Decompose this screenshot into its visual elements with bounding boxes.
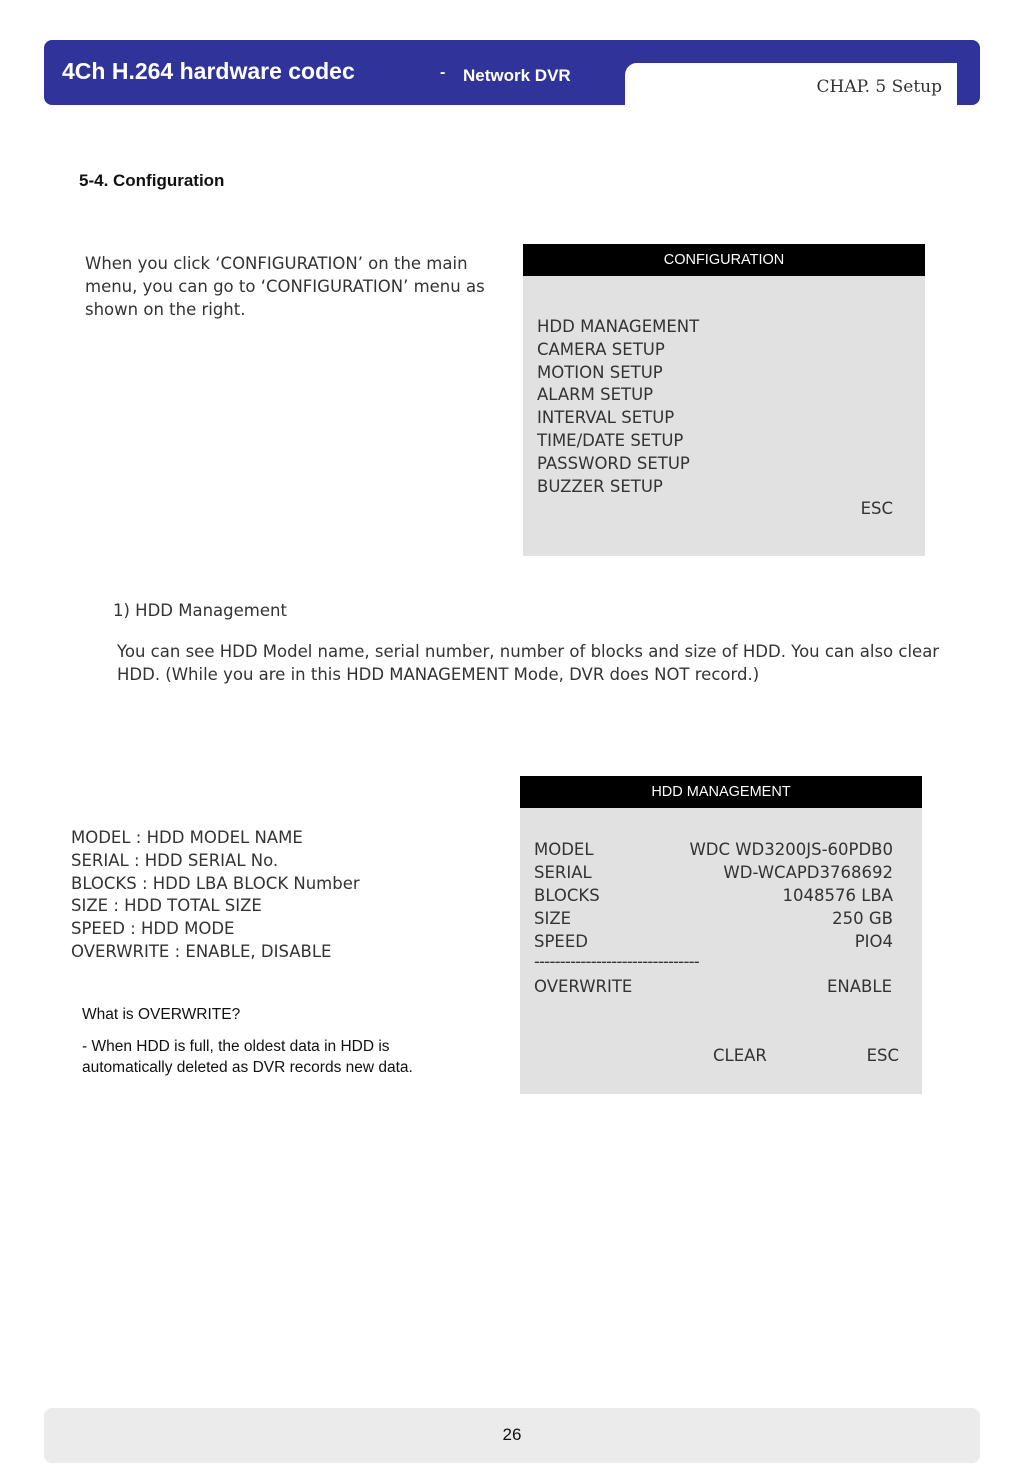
overwrite-note-question: What is OVERWRITE? — [82, 1006, 241, 1023]
esc-button[interactable]: ESC — [860, 499, 893, 518]
intro-paragraph: When you click ‘CONFIGURATION’ on the main menu, you can go to ‘CONFIGURATION’ menu as shown on the right. — [85, 254, 485, 319]
configuration-menu-list — [537, 316, 699, 498]
legend-item-speed: SPEED : HDD MODE — [71, 919, 235, 939]
menu-item-alarm-setup[interactable]: ALARM SETUP — [537, 385, 654, 405]
chapter-label: CHAP. 5 Setup — [816, 77, 942, 97]
menu-item-motion-setup[interactable]: MOTION SETUP — [537, 362, 663, 382]
menu-item-hdd-management[interactable]: HDD MANAGEMENT — [537, 317, 700, 336]
legend-item-blocks: BLOCKS : HDD LBA BLOCK Number — [71, 873, 360, 893]
legend-item-serial: SERIAL : HDD SERIAL No. — [71, 850, 279, 870]
menu-item-interval-setup[interactable]: INTERVAL SETUP — [537, 408, 675, 428]
section-heading: 5-4. Configuration — [79, 171, 225, 190]
hdd-management-title: HDD MANAGEMENT — [520, 776, 922, 808]
hdd-speed-value: PIO4 — [854, 932, 893, 951]
hdd-field-legend — [71, 827, 360, 964]
clear-button[interactable]: CLEAR — [713, 1046, 767, 1065]
overwrite-label: OVERWRITE — [534, 977, 633, 996]
esc-button[interactable]: ESC — [866, 1046, 899, 1065]
hdd-size-label: SIZE — [534, 909, 572, 928]
overwrite-note-answer: - When HDD is full, the oldest data in HDD is automatically deleted as DVR records new data. — [82, 1038, 413, 1076]
hdd-section-description: You can see HDD Model name, serial number, number of blocks and size of HDD. You can also clear HDD. (While you are in this HDD MANAGEMENT Mode, DVR does NOT record.) — [117, 642, 940, 684]
hdd-blocks-label: BLOCKS — [534, 886, 600, 905]
legend-item-size: SIZE : HDD TOTAL SIZE — [71, 896, 262, 916]
document-subtitle: Network DVR — [463, 66, 571, 85]
document-title: 4Ch H.264 hardware codec — [62, 58, 355, 84]
hdd-blocks-value: 1048576 LBA — [782, 886, 893, 905]
page-number: 26 — [502, 1425, 522, 1444]
hdd-speed-label: SPEED — [534, 932, 588, 951]
hdd-serial-value: WD-WCAPD3768692 — [723, 863, 893, 882]
hdd-divider: -------------------------------- — [534, 952, 699, 971]
hdd-size-value: 250 GB — [832, 909, 893, 928]
menu-item-password-setup[interactable]: PASSWORD SETUP — [537, 453, 690, 473]
title-separator: - — [440, 64, 446, 81]
menu-item-buzzer-setup[interactable]: BUZZER SETUP — [537, 476, 663, 496]
configuration-menu-title: CONFIGURATION — [523, 244, 925, 276]
hdd-management-screen — [520, 776, 922, 1094]
hdd-section-heading: 1) HDD Management — [113, 601, 287, 620]
overwrite-toggle[interactable]: ENABLE — [827, 977, 892, 996]
hdd-model-value: WDC WD3200JS-60PDB0 — [689, 840, 893, 859]
configuration-menu-screen — [523, 244, 925, 556]
hdd-serial-label: SERIAL — [534, 863, 592, 882]
legend-item-overwrite: OVERWRITE : ENABLE, DISABLE — [71, 941, 332, 961]
menu-item-time-date-setup[interactable]: TIME/DATE SETUP — [537, 430, 684, 450]
menu-item-camera-setup[interactable]: CAMERA SETUP — [537, 339, 665, 359]
legend-item-model: MODEL : HDD MODEL NAME — [71, 828, 303, 847]
footer-bar — [44, 1408, 980, 1463]
hdd-model-label: MODEL — [534, 840, 594, 859]
